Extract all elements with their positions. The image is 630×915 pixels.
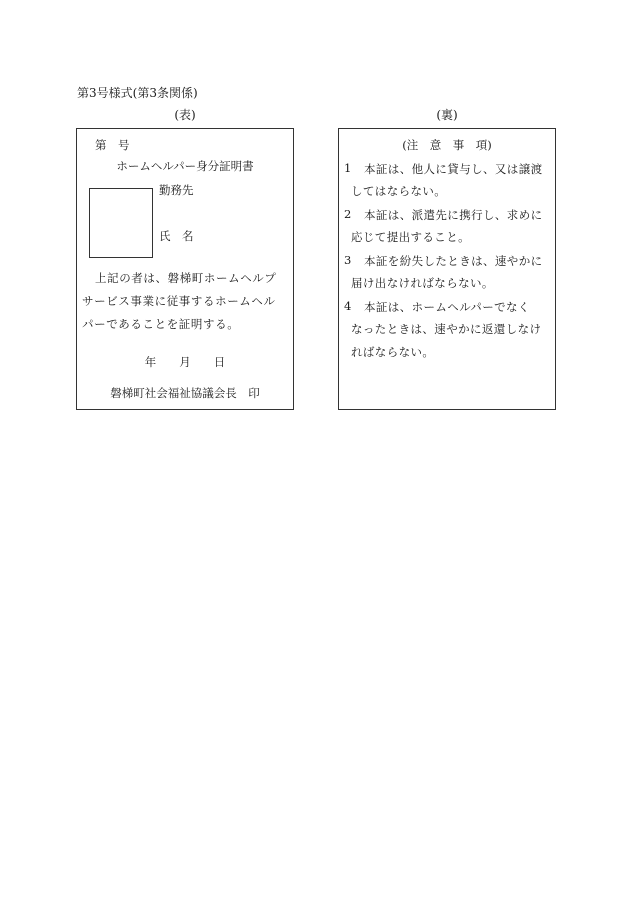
- note-1-line-2: してはならない。: [351, 184, 447, 198]
- id-card-front: [76, 128, 294, 410]
- note-3-line-2: 届け出なければならない。: [351, 276, 494, 290]
- form-heading: 第3号様式(第3条関係): [77, 86, 198, 100]
- certificate-number-label: 第 号: [95, 138, 130, 152]
- note-4-line-3: ればならない。: [351, 345, 435, 359]
- notes-title: (注 意 事 項): [402, 138, 492, 152]
- workplace-label: 勤務先: [159, 183, 194, 197]
- note-2-line-2: 応じて提出すること。: [351, 230, 470, 244]
- body-line-1: 上記の者は、磐梯町ホームヘルプ: [95, 271, 277, 285]
- body-line-2: サービス事業に従事するホームヘル: [82, 294, 276, 308]
- photo-placeholder: [89, 188, 153, 258]
- date-line: 年 月 日: [144, 355, 226, 369]
- certificate-title: ホームヘルパー身分証明書: [116, 159, 254, 173]
- note-2-line-1: 本証は、派遣先に携行し、求めに: [364, 208, 543, 222]
- issuer-line: 磐梯町社会福祉協議会長 印: [110, 386, 260, 400]
- front-side-label: (表): [174, 108, 196, 122]
- note-2-number: 2: [344, 207, 352, 221]
- note-4-line-1: 本証は、ホームヘルパーでなく: [364, 300, 530, 314]
- body-line-3: パーであることを証明する。: [82, 317, 240, 331]
- note-4-number: 4: [344, 299, 352, 313]
- note-4-line-2: なったときは、速やかに返還しなけ: [351, 322, 542, 336]
- note-3-number: 3: [344, 253, 352, 267]
- note-1-line-1: 本証は、他人に貸与し、又は譲渡: [364, 162, 543, 176]
- note-3-line-1: 本証を紛失したときは、速やかに: [364, 254, 543, 268]
- name-label: 氏 名: [159, 229, 194, 243]
- id-card-back: [338, 128, 556, 410]
- note-1-number: 1: [344, 161, 352, 175]
- back-side-label: (裏): [436, 108, 458, 122]
